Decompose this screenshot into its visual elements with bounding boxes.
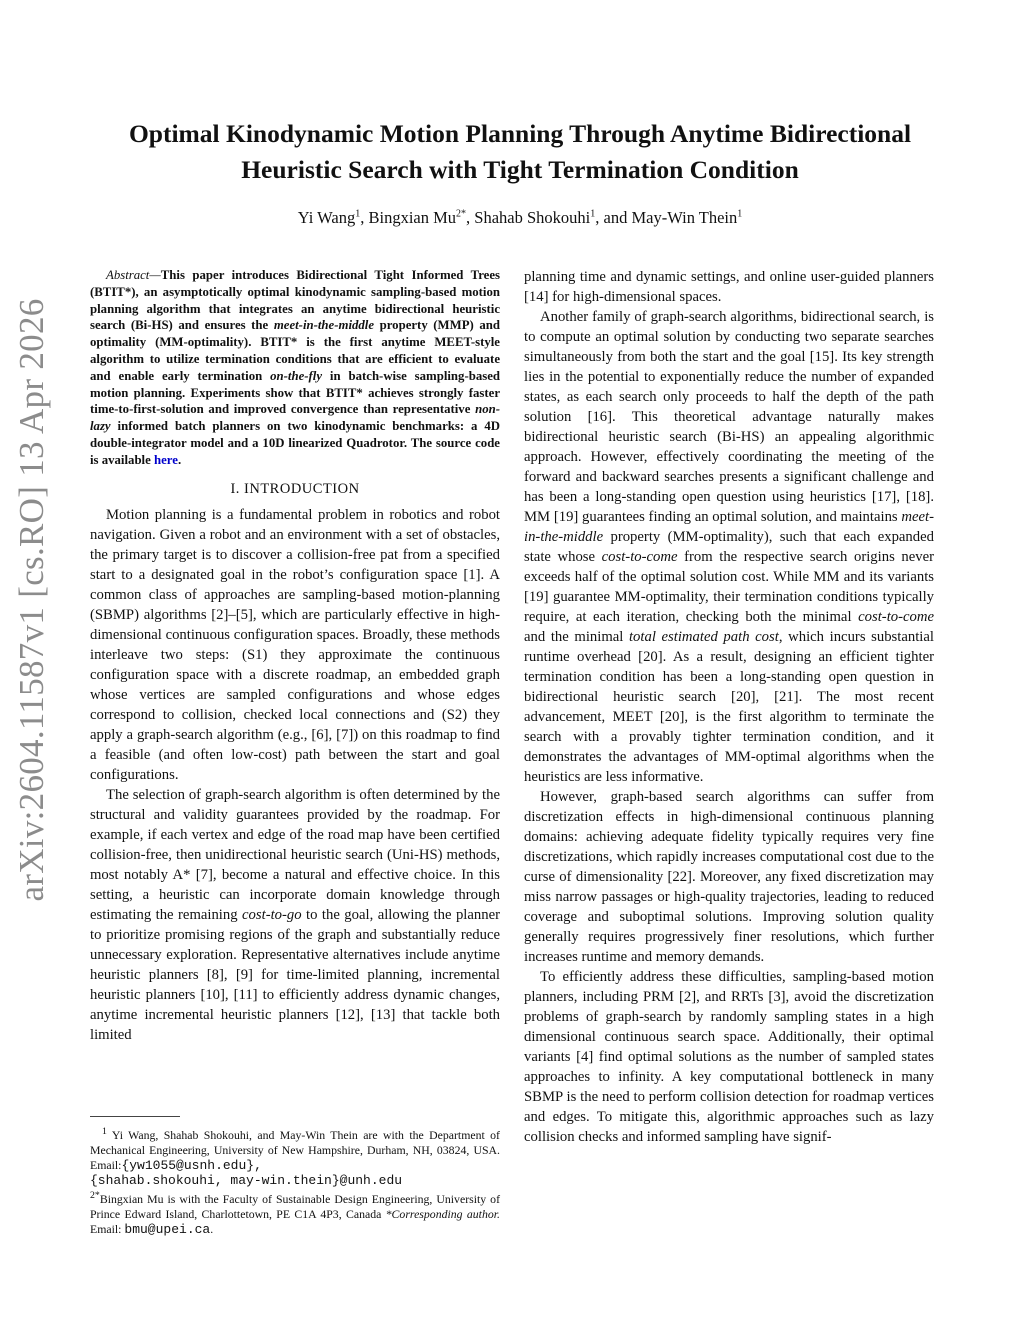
author-name: Bingxian Mu	[368, 208, 457, 227]
paragraph-emphasis: meet-in-the-middle	[524, 509, 934, 545]
paragraph-emphasis: total estimated path cost	[628, 629, 779, 645]
footnote-text: Bingxian Mu is with the Faculty of Sustainable Design Engineering, University of Prince Edward Island, Charlottetown, PE C1A 4P3, Canada	[90, 1191, 500, 1221]
paragraph-text: The selection of graph-search algorithm is often determined by the structural and validity guarantees provided by the roadmap. For example, if each vertex and edge of the road map have been certified collision-free, then unidirectional heuristic search (Uni-HS) methods, most notably A* [7], become a natural and effective choice. In this setting, a heuristic can incorporate domain knowledge through estimating the remaining	[90, 786, 500, 923]
author-separator: , and	[595, 208, 632, 227]
abstract-text: in batch-wise sampling-based motion planning. Experiments show that BTIT* achieves strongly faster time-to-first-solution and improved convergence than representative	[90, 368, 500, 417]
author-name: Shahab Shokouhi	[474, 208, 591, 227]
abstract-label: Abstract—	[106, 268, 161, 282]
intro-paragraph-2	[90, 785, 500, 1045]
abstract-text: This paper introduces Bidirectional Tight Informed Trees (BTIT*), an asymptotically optimal kinodynamic sampling-based motion planning algorithm that integrates an anytime bidirectional heuristic search (Bi-HS) and ensures the	[90, 268, 500, 333]
paragraph-emphasis: cost-to-come	[858, 609, 934, 625]
author-name: Yi Wang	[297, 208, 356, 227]
author-list	[60, 208, 980, 228]
intro-paragraph-3	[524, 307, 934, 787]
abstract	[90, 267, 500, 469]
left-column	[90, 267, 500, 1045]
paragraph-emphasis: cost-to-go	[242, 906, 302, 923]
email-address[interactable]: {shahab.shokouhi, may-win.thein}@unh.edu	[90, 1172, 403, 1188]
abstract-text: .	[177, 452, 182, 467]
title-line-1: Optimal Kinodynamic Motion Planning Through Anytime Bidirectional	[128, 119, 912, 148]
abstract-emphasis: meet-in-the-middle	[273, 318, 375, 333]
author-separator: ,	[466, 208, 475, 227]
section-heading-introduction: I. INTRODUCTION	[230, 480, 360, 497]
corresponding-author-note: *Corresponding author.	[385, 1206, 500, 1221]
paragraph-text: Another family of graph-search algorithms, bidirectional search, is to compute an optimal solution by conducting two separate searches simultaneously from both the start and the goal [15]. Its key strength lies in the potential to exponentially reduce the number of expanded states, as each search only proceeds to half the depth of the path solution [16]. This theoretical advantage naturally makes bidirectional heuristic search (Bi-HS) an appealing algorithmic approach. However, effectively coordinating the meeting of the forward and backward searches presents a significant challenge and has been a long-standing open question using heuristics [17], [18]. MM [19] guarantees finding an optimal solution, and maintains	[524, 309, 934, 525]
author-affiliation-mark: 1	[737, 208, 743, 220]
intro-paragraph-4: However, graph-based search algorithms can suffer from discretization effects in high-dimensional continuous planning domains: achieving adequate fidelity typically requires very fine discretizations, which rapidly increases computational cost due to the curse of dimensionality [22]. Moreover, any fixed discretization may miss narrow passages or high-quality trajectories, leading to reduced coverage and suboptimal solutions. Improving solution quality generally requires progressively finer resolutions, which further increases runtime and memory demands.	[524, 789, 934, 965]
footnote-text: Yi Wang, Shahab Shokouhi, and May-Win Thein are with the Department of Mechanical Engineering, University of New Hampshire, Durham, NH, 03824, USA. Email:	[90, 1127, 500, 1172]
author-affiliation-mark: 1	[355, 208, 361, 220]
footnote-2	[90, 1188, 500, 1237]
intro-paragraph-1: Motion planning is a fundamental problem in robotics and robot navigation. Given a robot and an environment with a set of obstacles, the primary target is to discover a collision-free pat from a specified start to a designated goal in the robot’s configuration space [1]. A common class of approaches are sampling-based motion-planning (SBMP) algorithms [2]–[5], which are particularly effective in high-dimensional continuous configuration spaces. Broadly, these methods interleave two steps: (S1) they approximate the continuous configuration space with a discrete roadmap, an embedded graph whose vertices are sampled configurations and whose edges correspond to collision, checked local connections and (S2) they apply a graph-search algorithm (e.g., [6], [7]) on this roadmap to find a feasible (and often low-cost) path between the start and goal configurations.	[90, 506, 500, 783]
footnote-mark: 1	[102, 1126, 107, 1137]
footnotes	[90, 1124, 500, 1237]
footnote-text: .	[210, 1221, 214, 1236]
footnote-1	[90, 1124, 500, 1188]
author-name: May-Win Thein	[631, 208, 738, 227]
paragraph-text: property (MM-optimality), such that each expanded state whose	[524, 529, 934, 565]
author-affiliation-mark: 2*	[456, 208, 467, 220]
intro-paragraph-2-continued: planning time and dynamic settings, and online user-guided planners [14] for high-dimensional spaces.	[524, 269, 934, 305]
footnote-text: Email:	[90, 1221, 125, 1236]
footnote-divider	[90, 1116, 180, 1117]
paragraph-text: and the minimal	[524, 629, 629, 645]
author-affiliation-mark: 1	[590, 208, 596, 220]
footnote-mark: 2*	[90, 1189, 100, 1201]
paragraph-text: from the respective search origins never exceeds half of the optimal solution cost. While MM and its variants [19] guarantee MM-optimality, their termination conditions typically require, at each iteration, checking both the minimal	[524, 549, 934, 625]
source-code-link[interactable]: here	[154, 452, 178, 467]
email-address[interactable]: bmu@upei.ca	[124, 1221, 211, 1237]
right-column	[524, 267, 934, 1147]
abstract-text: property (MMP) and optimality (MM-optimality). BTIT* is the first anytime MEET-style algorithm to utilize termination conditions that are efficient to evaluate and enable early termination	[90, 318, 500, 383]
arxiv-identifier-stamp: arXiv:2604.11587v1 [cs.RO] 13 Apr 2026	[12, 298, 51, 902]
abstract-text: informed batch planners on two kinodynamic benchmarks: a 4D double-integrator model and a 10D linearized Quadrotor. The source code is available	[90, 419, 500, 467]
title-line-2: Heuristic Search with Tight Termination Condition	[241, 155, 799, 184]
email-address[interactable]: {yw1055@usnh.edu},	[121, 1157, 262, 1173]
intro-paragraph-5: To efficiently address these difficulties, sampling-based motion planners, including PRM [2], and RRTs [3], avoid the discretization problems of graph-search by randomly sampling states in a high dimensional continuous search space. Additionally, their optimal variants [4] find optimal solutions as the number of sampled states approaches to infinity. A key computational bottleneck in many SBMP is the need to perform collision detection for roadmap vertices and edges. To mitigate this, algorithmic approaches such as lazy collision checks and informed sampling have signif-	[524, 969, 934, 1145]
author-separator: ,	[360, 208, 369, 227]
paragraph-emphasis: cost-to-come	[601, 549, 678, 565]
paper-title	[60, 116, 980, 188]
paragraph-text: , which incurs substantial runtime overhead [20]. As a result, designing an efficient tighter termination condition has been a long-standing open question in bidirectional heuristic search [20], [21]. The most recent advancement, MEET [20], is the first algorithm to terminate the search with a provably tighter termination condition, and it demonstrates the advantages of MM-optimal algorithms when the heuristics are less informative.	[524, 629, 934, 785]
paragraph-text: to the goal, allowing the planner to prioritize promising regions of the graph and substantially reduce unnecessary exploration. Representative alternatives include anytime heuristic planners [8], [9] for time-limited planning, incremental heuristic planners [10], [11] to efficiently address dynamic changes, anytime incremental heuristic planners [12], [13] that tackle both limited	[90, 906, 500, 1043]
abstract-emphasis: non-lazy	[90, 402, 500, 434]
abstract-emphasis: on-the-fly	[270, 368, 323, 383]
